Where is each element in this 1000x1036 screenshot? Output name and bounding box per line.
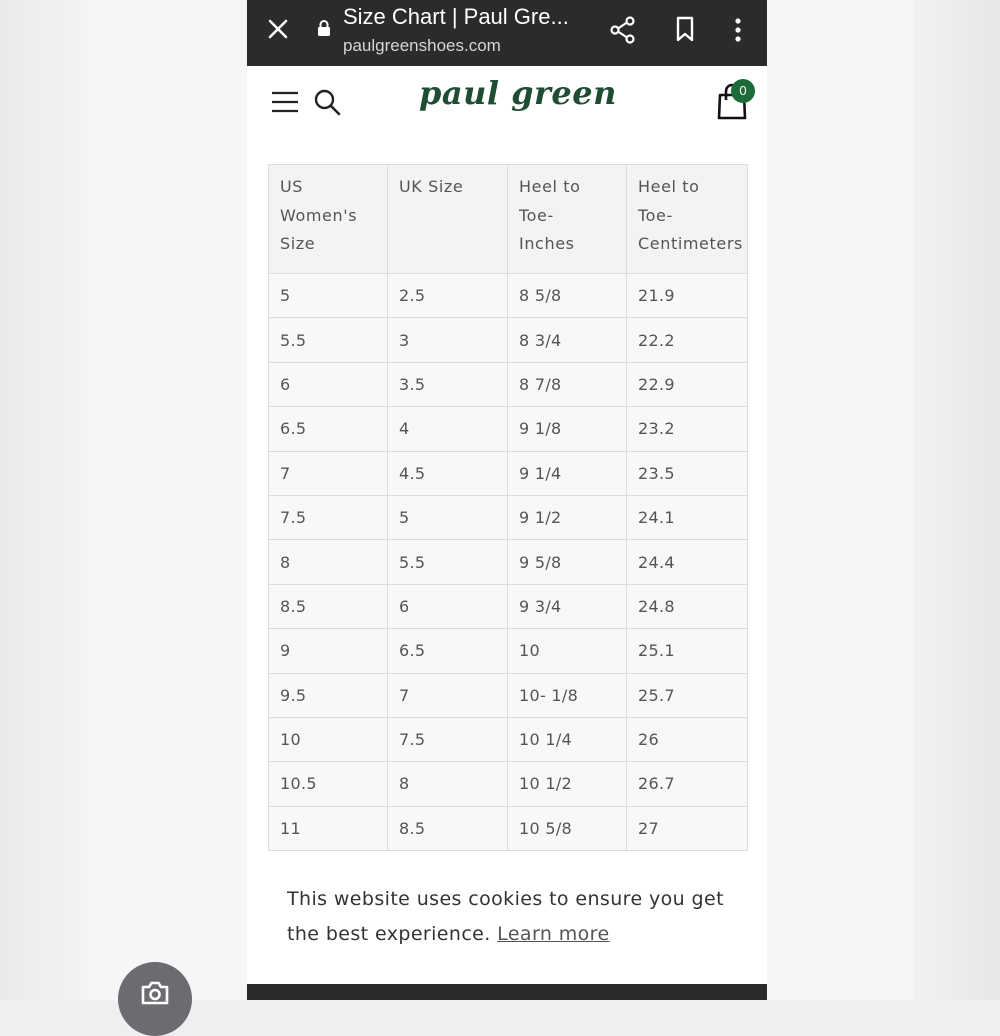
table-cell-us-size: 7.5 (269, 495, 388, 539)
table-cell-uk-size: 4 (388, 407, 508, 451)
table-row (269, 762, 748, 806)
table-cell-us-size: 10 (269, 717, 388, 761)
table-cell-inches: 10 1/4 (508, 717, 627, 761)
table-row (269, 318, 748, 362)
table-cell-centimeters: 22.2 (627, 318, 748, 362)
table-row (269, 584, 748, 628)
table-cell-centimeters: 25.1 (627, 629, 748, 673)
table-row (269, 495, 748, 539)
table-row (269, 717, 748, 761)
table-cell-us-size: 8.5 (269, 584, 388, 628)
table-cell-inches: 10- 1/8 (508, 673, 627, 717)
table-cell-us-size: 6.5 (269, 407, 388, 451)
bottom-bar (247, 984, 767, 1000)
table-cell-centimeters: 22.9 (627, 362, 748, 406)
header-line: Women's (280, 205, 358, 225)
table-cell-us-size: 9.5 (269, 673, 388, 717)
table-cell-inches: 8 3/4 (508, 318, 627, 362)
browser-toolbar (247, 0, 767, 66)
page-title: Size Chart | Paul Gre... (343, 4, 569, 29)
table-row (269, 362, 748, 406)
bookmark-icon[interactable] (675, 16, 695, 42)
table-cell-us-size: 9 (269, 629, 388, 673)
table-cell-us-size: 5 (269, 274, 388, 318)
table-cell-centimeters: 26 (627, 717, 748, 761)
header-line: Toe- (638, 205, 673, 225)
table-cell-inches: 10 5/8 (508, 806, 627, 850)
share-icon[interactable] (610, 16, 636, 44)
table-cell-centimeters: 21.9 (627, 274, 748, 318)
table-cell-inches: 10 1/2 (508, 762, 627, 806)
table-cell-inches: 8 5/8 (508, 274, 627, 318)
table-cell-uk-size: 6 (388, 584, 508, 628)
header-line: Inches (519, 234, 575, 253)
camera-icon (140, 980, 170, 1006)
table-cell-inches: 9 1/4 (508, 451, 627, 495)
header-us-womens-size (269, 165, 388, 274)
background-right (914, 0, 1000, 1000)
table-cell-centimeters: 24.8 (627, 584, 748, 628)
table-cell-uk-size: 5.5 (388, 540, 508, 584)
brand-logo[interactable]: paul green (419, 74, 617, 112)
header-heel-to-toe-inches (508, 165, 627, 274)
table-cell-uk-size: 8 (388, 762, 508, 806)
lock-icon (317, 19, 331, 37)
table-cell-inches: 8 7/8 (508, 362, 627, 406)
table-cell-us-size: 5.5 (269, 318, 388, 362)
table-row (269, 451, 748, 495)
table-cell-centimeters: 24.1 (627, 495, 748, 539)
table-cell-uk-size: 7 (388, 673, 508, 717)
background-left (0, 0, 88, 1000)
header-line: Toe- (519, 205, 554, 225)
header-line: Size (280, 234, 316, 253)
table-cell-uk-size: 3 (388, 318, 508, 362)
close-icon[interactable] (265, 16, 291, 42)
table-row (269, 629, 748, 673)
header-line: Heel to (638, 177, 700, 196)
table-cell-us-size: 8 (269, 540, 388, 584)
size-chart-table (268, 164, 748, 851)
table-cell-inches: 9 1/8 (508, 407, 627, 451)
table-row (269, 673, 748, 717)
search-icon[interactable] (313, 88, 341, 116)
table-cell-uk-size: 5 (388, 495, 508, 539)
table-cell-centimeters: 25.7 (627, 673, 748, 717)
cookie-notice (287, 882, 727, 952)
table-cell-centimeters: 23.5 (627, 451, 748, 495)
page-url[interactable]: paulgreenshoes.com (343, 36, 501, 55)
table-cell-centimeters: 27 (627, 806, 748, 850)
table-cell-uk-size: 6.5 (388, 629, 508, 673)
table-cell-inches: 9 5/8 (508, 540, 627, 584)
table-cell-uk-size: 3.5 (388, 362, 508, 406)
cart-count-badge: 0 (731, 79, 755, 103)
table-row (269, 407, 748, 451)
header-line: UK Size (399, 177, 464, 196)
table-cell-inches: 9 1/2 (508, 495, 627, 539)
header-line: Heel to (519, 177, 581, 196)
more-vertical-icon[interactable] (731, 16, 745, 44)
header-uk-size (388, 165, 508, 274)
table-cell-us-size: 10.5 (269, 762, 388, 806)
site-header (247, 66, 767, 146)
cookie-text: This website uses cookies to ensure you get the best experience. (287, 888, 724, 945)
camera-button[interactable] (118, 962, 192, 1036)
table-cell-inches: 9 3/4 (508, 584, 627, 628)
table-cell-uk-size: 7.5 (388, 717, 508, 761)
table-cell-us-size: 11 (269, 806, 388, 850)
table-cell-us-size: 6 (269, 362, 388, 406)
header-line: US (280, 177, 304, 196)
table-cell-centimeters: 26.7 (627, 762, 748, 806)
table-row (269, 540, 748, 584)
table-header-row (269, 165, 748, 274)
table-cell-uk-size: 2.5 (388, 274, 508, 318)
table-cell-uk-size: 8.5 (388, 806, 508, 850)
table-cell-uk-size: 4.5 (388, 451, 508, 495)
table-row (269, 806, 748, 850)
table-cell-inches: 10 (508, 629, 627, 673)
table-cell-centimeters: 23.2 (627, 407, 748, 451)
header-line: Centimeters (638, 234, 743, 253)
table-cell-centimeters: 24.4 (627, 540, 748, 584)
table-row (269, 274, 748, 318)
phone-screen (247, 0, 767, 1000)
header-heel-to-toe-centimeters (627, 165, 748, 274)
table-cell-us-size: 7 (269, 451, 388, 495)
hamburger-menu-icon[interactable] (271, 90, 299, 114)
learn-more-link[interactable]: Learn more (497, 923, 610, 945)
